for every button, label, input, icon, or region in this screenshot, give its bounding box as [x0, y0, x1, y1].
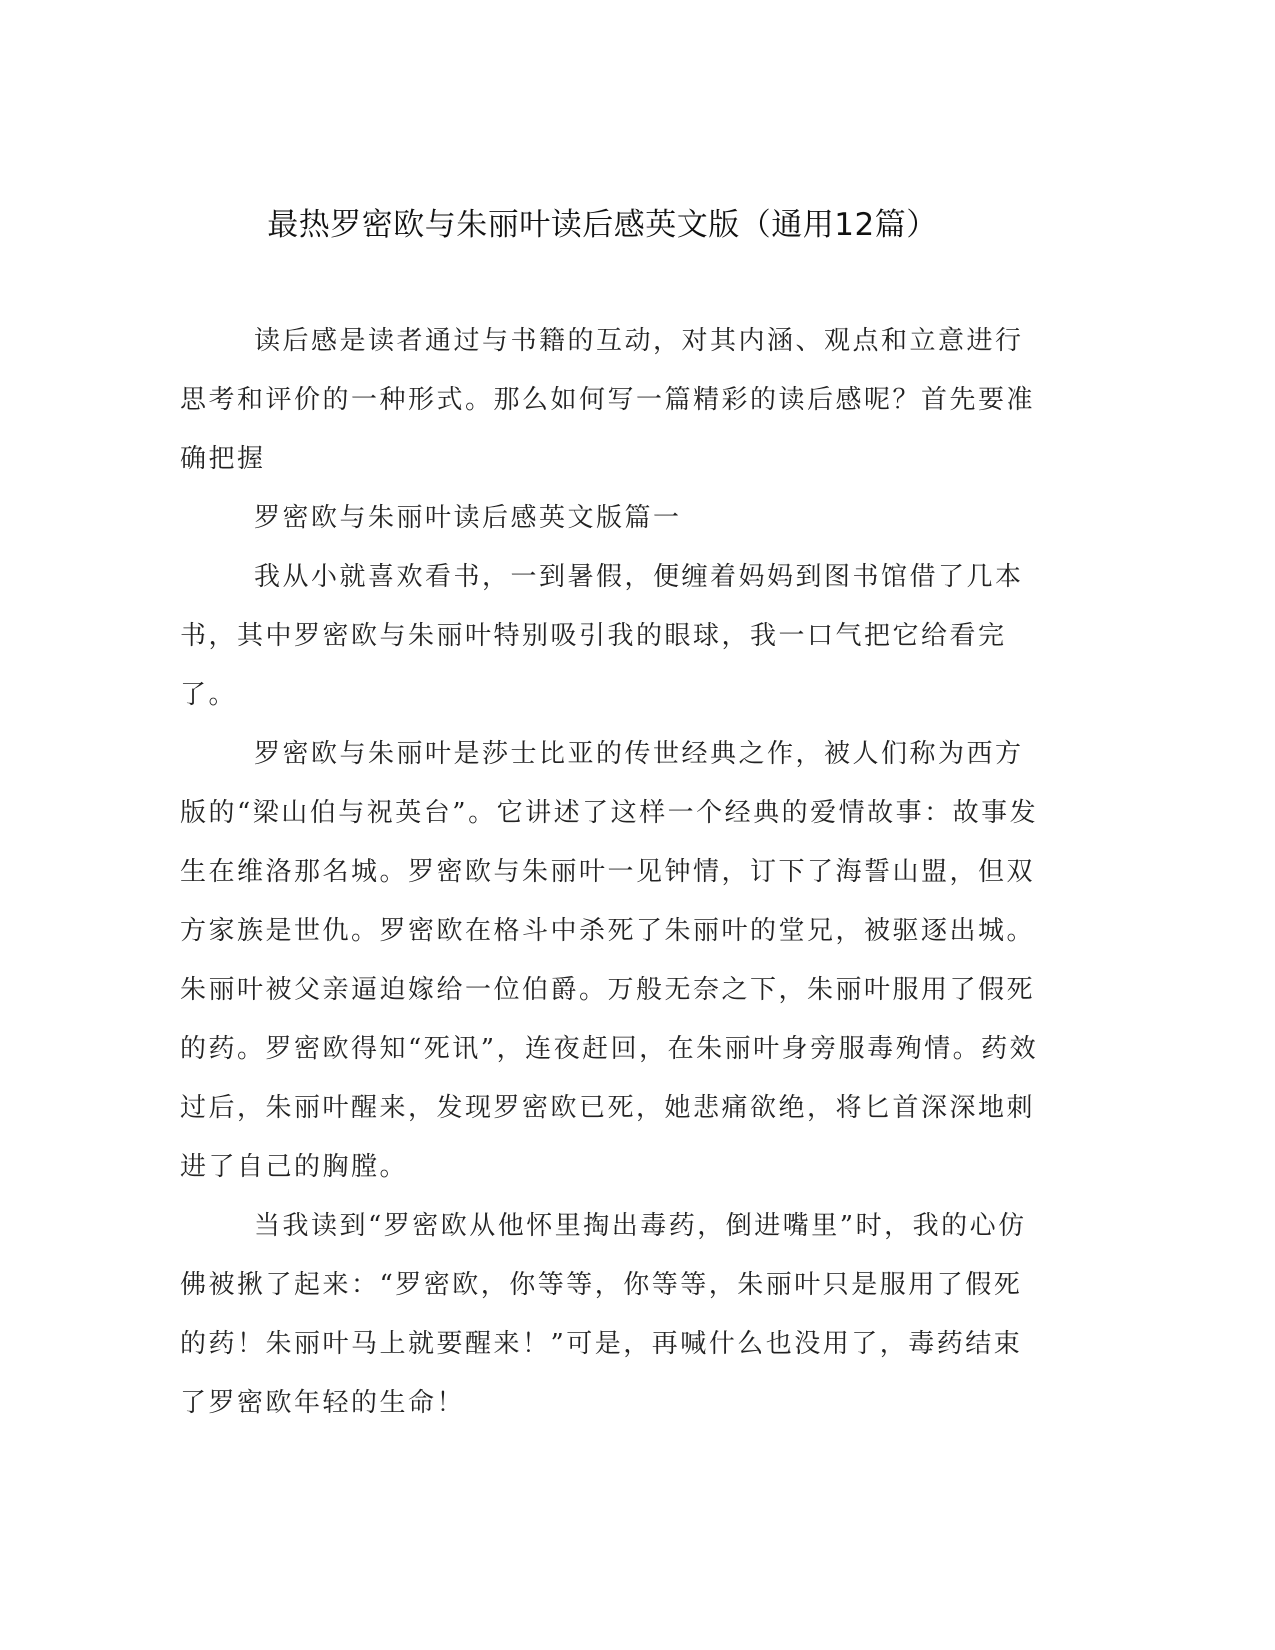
section-heading: 罗密欧与朱丽叶读后感英文版篇一 [254, 503, 682, 533]
body-paragraph: 我从小就喜欢看书，一到暑假，便缠着妈妈到图书馆借了几本书，其中罗密欧与朱丽叶特别吸引我的眼球，我一口气把它给看完了。 [180, 562, 1024, 710]
document-body [180, 312, 1040, 1433]
document-title: 最热罗密欧与朱丽叶读后感英文版（通用12篇） [267, 207, 938, 243]
intro-paragraph: 读后感是读者通过与书籍的互动，对其内涵、观点和立意进行思考和评价的一种形式。那么如何写一篇精彩的读后感呢？首先要准确把握 [180, 326, 1036, 474]
body-paragraph: 罗密欧与朱丽叶是莎士比亚的传世经典之作，被人们称为西方版的“梁山伯与祝英台”。它讲述了这样一个经典的爱情故事：故事发生在维洛那名城。罗密欧与朱丽叶一见钟情，订下了海誓山盟，但双方家族是世仇。罗密欧在格斗中杀死了朱丽叶的堂兄，被驱逐出城。朱丽叶被父亲逼迫嫁给一位伯爵。万般无奈之下，朱丽叶服用了假死的药。罗密欧得知“死讯”，连夜赶回，在朱丽叶身旁服毒殉情。药效过后，朱丽叶醒来，发现罗密欧已死，她悲痛欲绝，将匕首深深地刺进了自己的胸膛。 [180, 739, 1039, 1182]
body-paragraph: 当我读到“罗密欧从他怀里掏出毒药，倒进嘴里”时，我的心仿佛被揪了起来：“罗密欧，你等等，你等等，朱丽叶只是服用了假死的药！朱丽叶马上就要醒来！”可是，再喊什么也没用了，毒药结束了罗密欧年轻的生命！ [180, 1211, 1027, 1418]
